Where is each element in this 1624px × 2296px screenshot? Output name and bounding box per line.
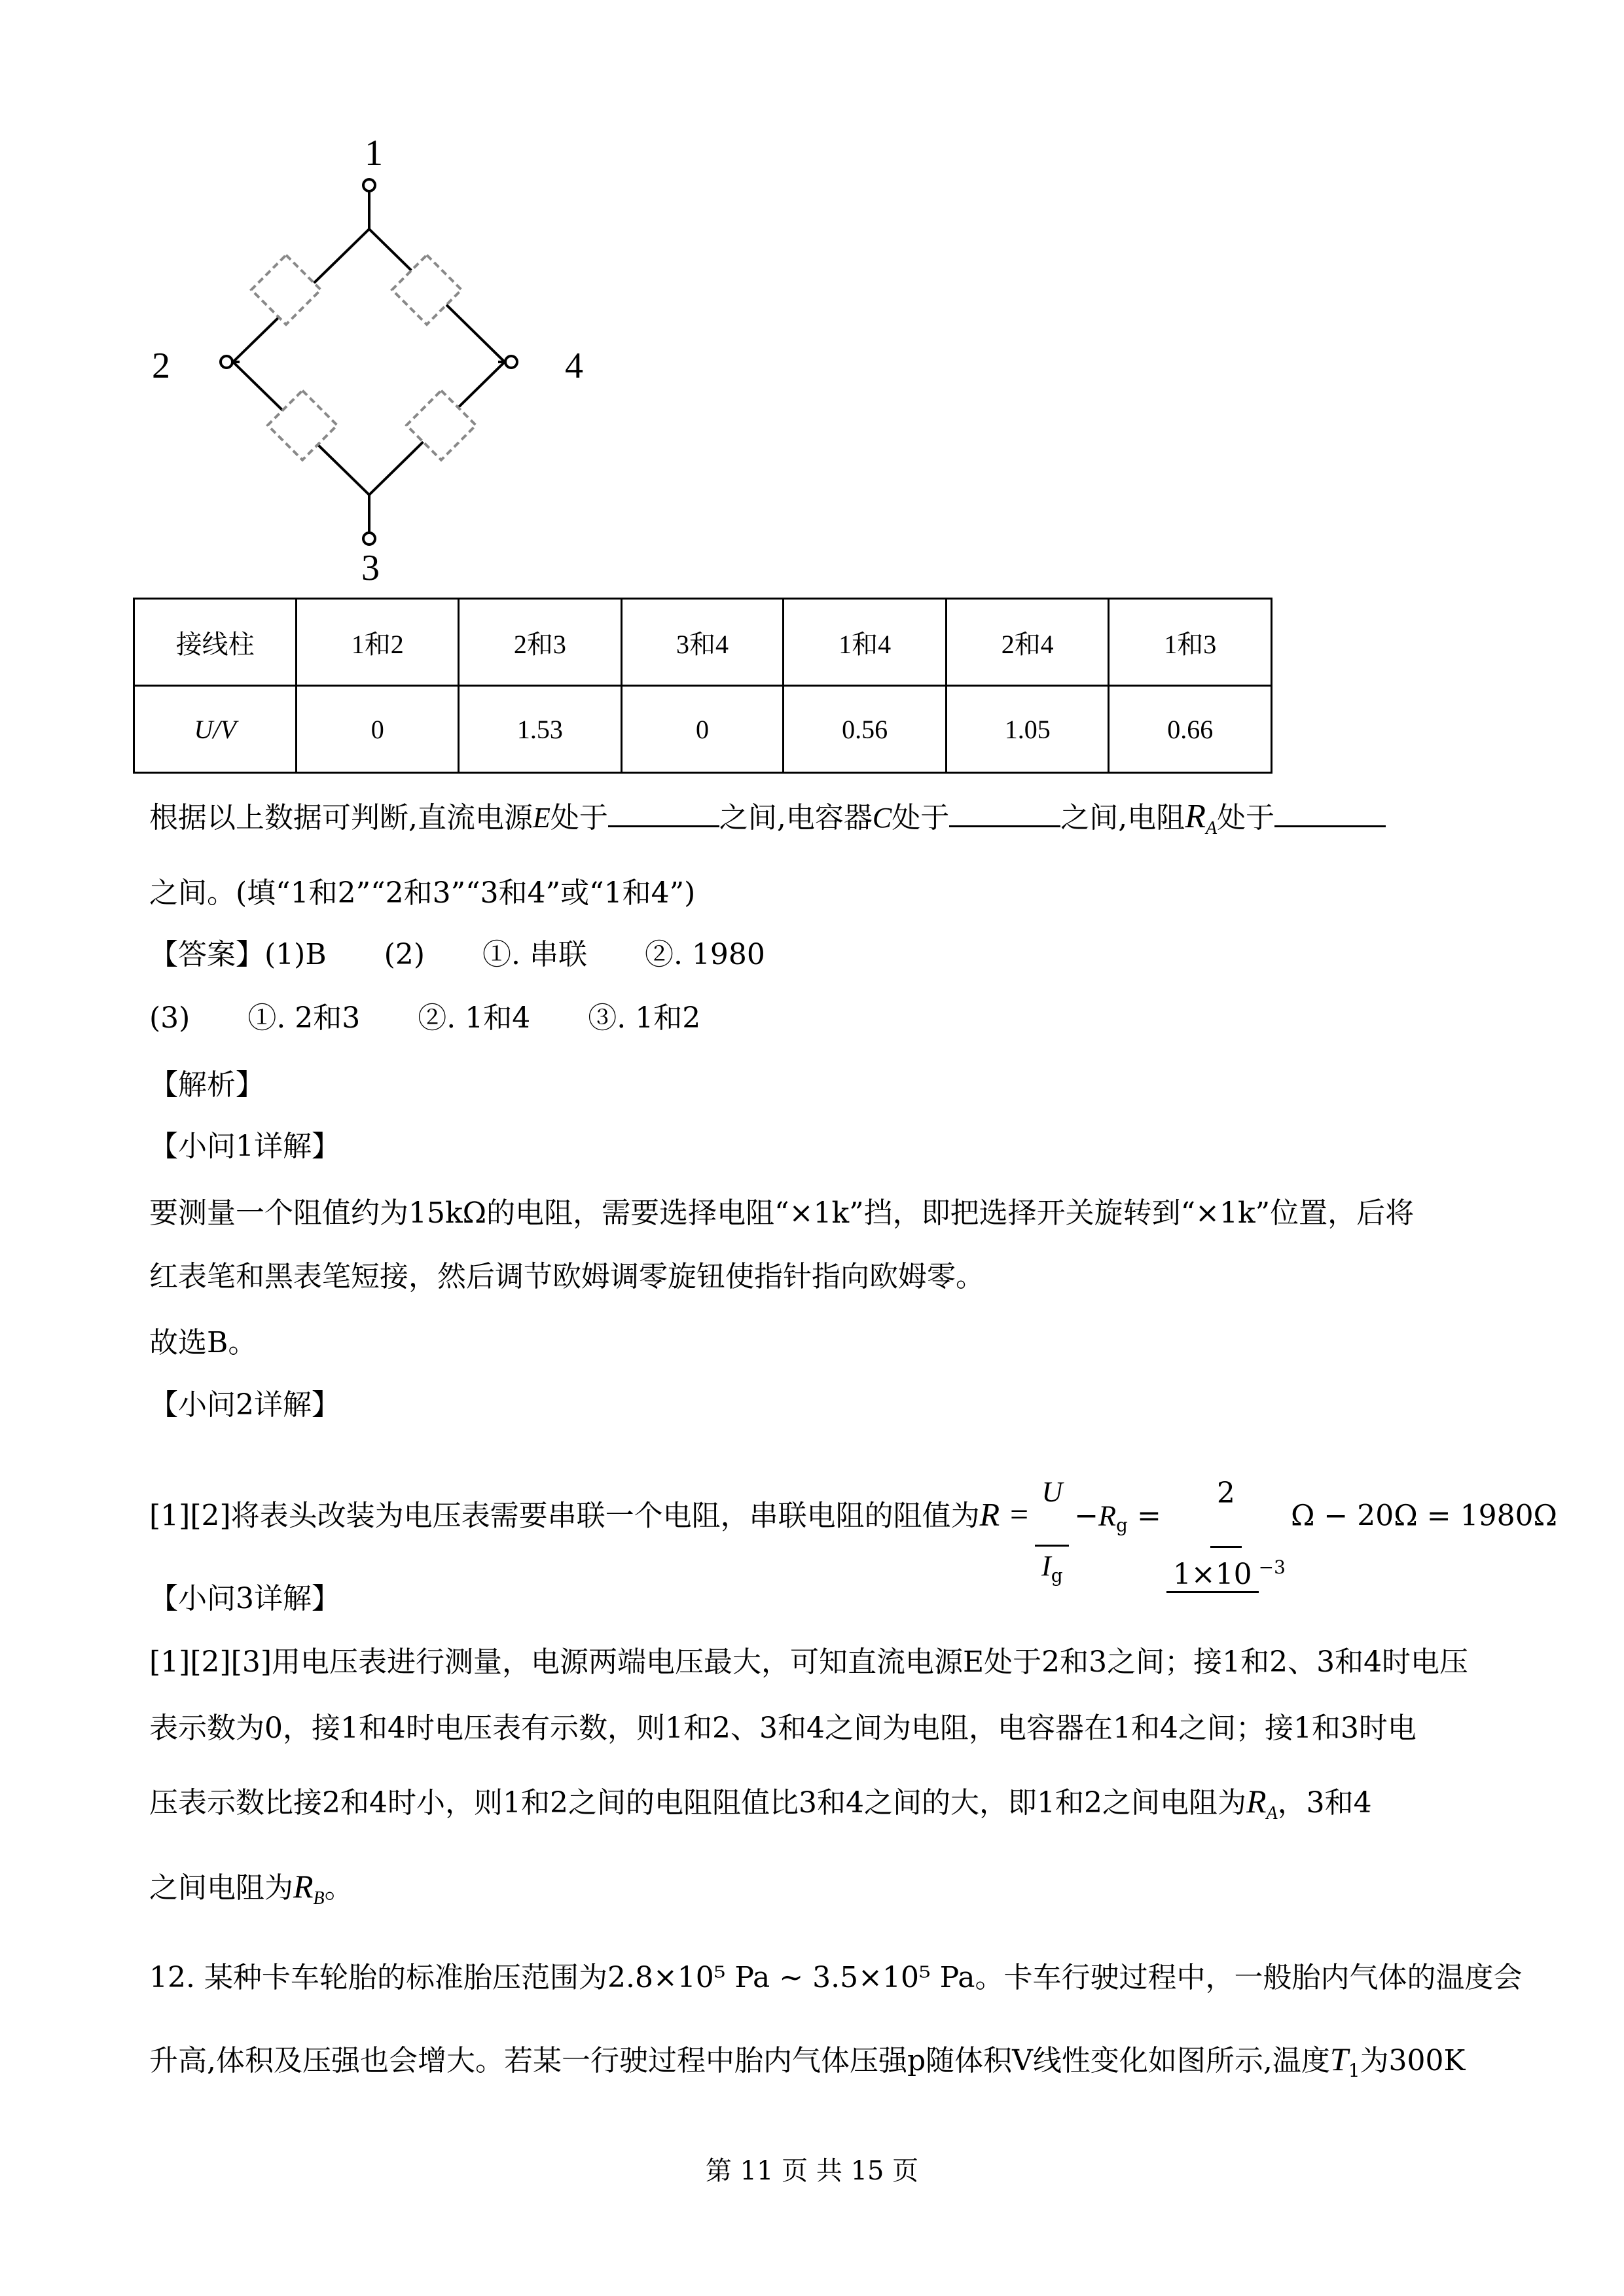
terminal-label: 3 (361, 548, 380, 588)
answer-line: (3) ①. 2和3 ②. 1和4 ③. 1和2 (149, 1001, 701, 1035)
table-cell: 2和4 (946, 599, 1109, 686)
question-12-line: 升高,体积及压强也会增大。若某一行驶过程中胎内气体压强p随体积V线性变化如图所示,温度$T_1$为300K (149, 2041, 1466, 2081)
table-cell: 接线柱 (134, 599, 297, 686)
fraction: $\frac{2}{1\times 10 ^{-3}}$ (1166, 1441, 1286, 1594)
table-cell: 3和4 (621, 599, 784, 686)
dashed-box (392, 255, 461, 325)
terminal-label: 1 (365, 133, 383, 173)
table-header-row (134, 599, 1272, 686)
table-row (134, 686, 1272, 773)
table-cell: 0.66 (1109, 686, 1272, 773)
text-line: 之间电阻为$R_B$。 (149, 1868, 353, 1909)
text-line: 表示数为0，接1和4时电压表有示数，则1和2、3和4之间为电阻，电容器在1和4之间；接1和3时电 (149, 1712, 1416, 1745)
blank (608, 797, 719, 827)
text-line: 红表笔和黑表笔短接，然后调节欧姆调零旋钮使指针指向欧姆零。 (149, 1260, 984, 1293)
voltage-table (133, 598, 1272, 774)
page-footer: 第 11 页 共 15 页 (705, 2156, 919, 2186)
dashed-box (268, 391, 337, 460)
text-line: 压表示数比接2和4时小，则1和2之间的电阻阻值比3和4之间的大，即1和2之间电阻为$R_A$，3和4 (149, 1783, 1372, 1823)
table-cell: 1和4 (784, 599, 947, 686)
table-cell: 1.53 (459, 686, 622, 773)
terminal-label: 4 (565, 346, 583, 386)
table-cell: 2和3 (459, 599, 622, 686)
table-cell: 1.05 (946, 686, 1109, 773)
terminal-3 (363, 533, 375, 545)
question-line: 根据以上数据可判断,直流电源E处于 之间,电容器C处于 之间,电阻$R_A$处于 (149, 797, 1386, 848)
section-heading: 【小问1详解】 (149, 1130, 340, 1163)
question-12-line: 12. 某种卡车轮胎的标准胎压范围为2.8×10⁵ Pa ~ 3.5×10⁵ Pa。卡车行驶过程中，一般胎内气体的温度会 (149, 1961, 1523, 1994)
formula-line: [1][2]将表头改装为电压表需要串联一个电阻，串联电阻的阻值为R = $\frac{U}{I_g}$ $-R_g$ = $\frac{2}{1\times 10 ^{-3}}$ Ω − 20Ω = 1980Ω (149, 1440, 1557, 1596)
section-heading: 【解析】 (149, 1068, 264, 1102)
table-cell: 0 (297, 686, 459, 773)
terminal-4 (505, 356, 517, 368)
section-heading: 【小问2详解】 (149, 1388, 340, 1422)
terminal-1 (363, 179, 375, 191)
text-line: [1][2][3]用电压表进行测量，电源两端电压最大，可知直流电源E处于2和3之间；接1和2、3和4时电压 (149, 1645, 1469, 1679)
table-cell: 1和3 (1109, 599, 1272, 686)
terminal-label: 2 (152, 346, 170, 386)
table-cell: 1和2 (297, 599, 459, 686)
bridge-circuit-diagram (0, 0, 655, 589)
table-cell: 0.56 (784, 686, 947, 773)
dashed-box (251, 255, 321, 325)
question-line: 之间。(填“1和2”“2和3”“3和4”或“1和4”) (149, 876, 696, 910)
section-heading: 【小问3详解】 (149, 1582, 340, 1615)
terminal-2 (221, 356, 232, 368)
text-line: 故选B。 (149, 1326, 257, 1359)
answer-line: 【答案】(1)B (2) ①. 串联 ②. 1980 (149, 938, 765, 971)
blank (949, 797, 1060, 827)
table-cell: 0 (621, 686, 784, 773)
fraction: $\frac{U}{I_g}$ (1035, 1440, 1069, 1596)
text-line: 要测量一个阻值约为15kΩ的电阻，需要选择电阻“×1k”挡，即把选择开关旋转到“×1k”位置，后将 (149, 1196, 1415, 1230)
table-cell: U/V (134, 686, 297, 773)
blank (1274, 797, 1386, 827)
